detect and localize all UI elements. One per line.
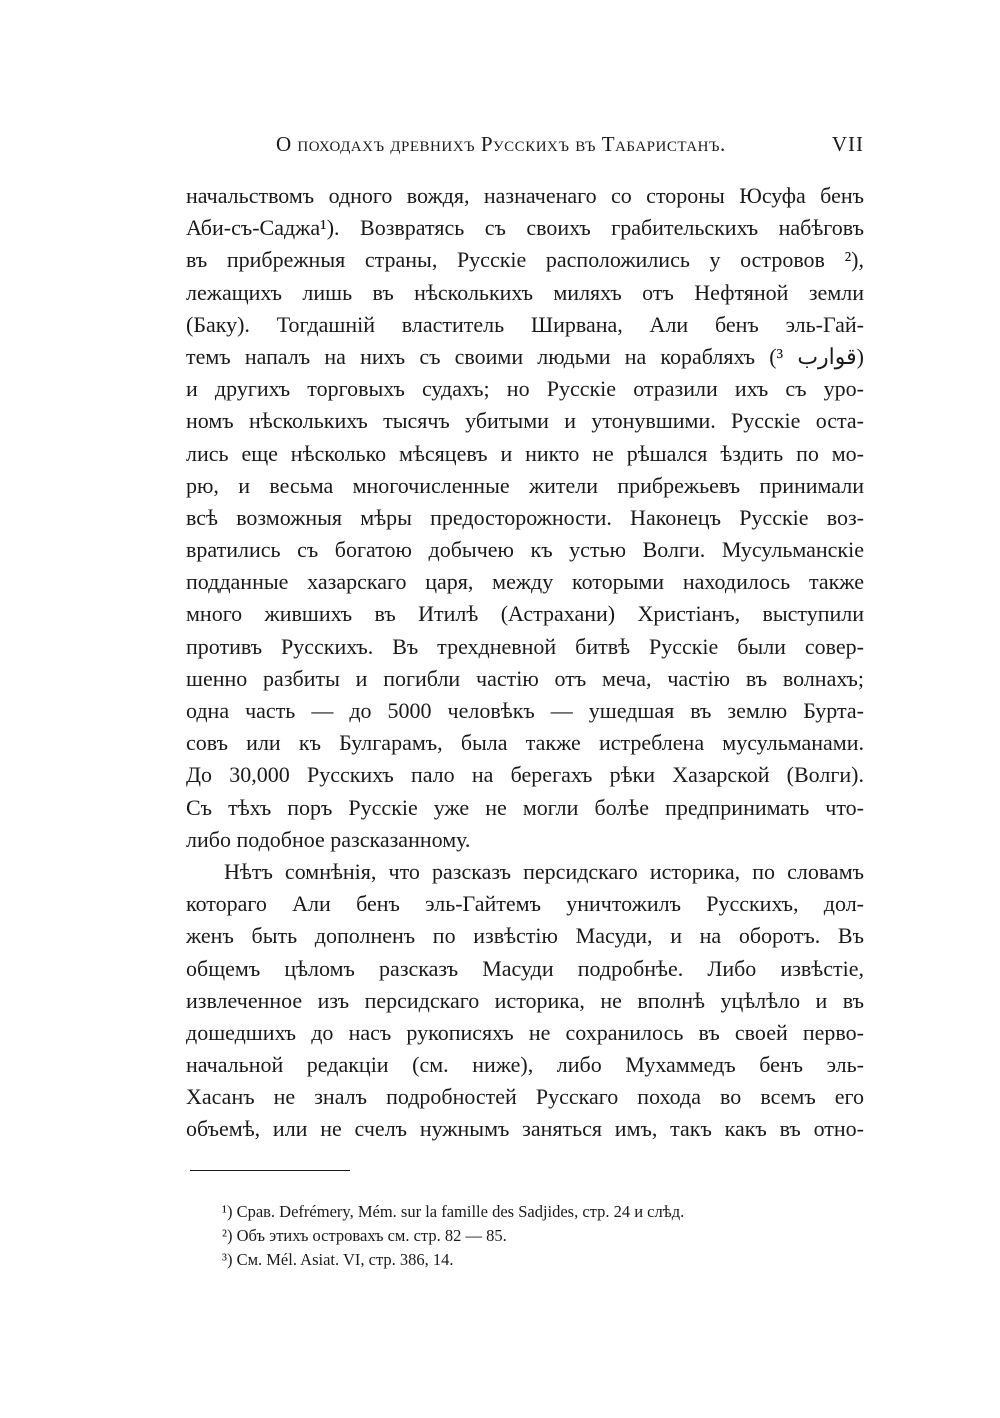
text-line: женъ быть дополненъ по извѣстію Масуди, и на оборотъ. Въ <box>186 923 864 949</box>
text-line: начальной редакціи (см. ниже), либо Мухаммедъ бенъ эль- <box>186 1052 864 1078</box>
text-line: общемъ цѣломъ разсказъ Масуди подробнѣе. Либо извѣстіе, <box>186 955 864 981</box>
text-line: дошедшихъ до насъ рукописяхъ не сохранилось въ своей перво- <box>186 1019 864 1045</box>
text-line: котораго Али бенъ эль-Гайтемъ уничтожилъ Русскихъ, дол- <box>186 891 864 917</box>
text-line: совъ или къ Булгарамъ, была также истреблена мусульманами. <box>186 730 864 756</box>
footnotes <box>222 1200 862 1272</box>
text-line: лись еще нѣсколько мѣсяцевъ и никто не рѣшался ѣздить по мо- <box>186 440 864 466</box>
text-line: Съ тѣхъ поръ Русскіе уже не могли болѣе предпринимать что- <box>186 794 864 820</box>
footnote-rule <box>190 1170 350 1171</box>
text-line: Нѣтъ сомнѣнія, что разсказъ персидскаго историка, по словамъ <box>224 858 864 884</box>
text-line: лежащихъ лишь въ нѣсколькихъ миляхъ отъ Нефтяной земли <box>186 279 864 305</box>
text-line: противъ Русскихъ. Въ трехдневной битвѣ Русскіе были совер- <box>186 633 864 659</box>
text-line: всѣ возможныя мѣры предосторожности. Наконецъ Русскіе воз- <box>186 504 864 530</box>
text-line: подданные хазарскаго царя, между которыми находилось также <box>186 569 864 595</box>
text-line: извлеченное изъ персидскаго историка, не вполнѣ уцѣлѣло и въ <box>186 987 864 1013</box>
text-line: Хасанъ не зналъ подробностей Русскаго похода во всемъ его <box>186 1084 864 1110</box>
text-line: въ прибрежныя страны, Русскіе расположились у островов ²), <box>186 247 864 273</box>
page-number: VII <box>831 132 864 156</box>
text-line: номъ нѣсколькихъ тысячъ убитыми и утонувшими. Русскіе оста- <box>186 408 864 434</box>
text-line: темъ напалъ на нихъ съ своими людьми на корабляхъ (قوارب ³) <box>186 343 864 369</box>
text-line: много жившихъ въ Итилѣ (Астрахани) Христіанъ, выступили <box>186 601 864 627</box>
text-line: Аби-съ-Саджа¹). Возвратясь съ своихъ грабительскихъ набѣговъ <box>186 215 864 241</box>
text-line: шенно разбиты и погибли частію отъ меча, частію въ волнахъ; <box>186 665 864 691</box>
text-line: вратились съ богатою добычею къ устью Волги. Мусульманскіе <box>186 537 864 563</box>
text-line: рю, и весьма многочисленные жители прибрежьевъ принимали <box>186 472 864 498</box>
running-title: О походахъ древнихъ Русскихъ въ Табаристанъ. <box>276 132 726 156</box>
running-header <box>186 128 864 162</box>
footnote: ²) Объ этихъ островахъ см. стр. 82 — 85. <box>222 1226 507 1245</box>
text-line: объемѣ, или не счелъ нужнымъ заняться имъ, такъ какъ въ отно- <box>186 1116 864 1142</box>
footnote: ³) См. Mél. Asiat. VI, стр. 386, 14. <box>222 1250 454 1269</box>
text-line: одна часть — до 5000 человѣкъ — ушедшая въ землю Бурта- <box>186 698 864 723</box>
text-line: До 30,000 Русскихъ пало на берегахъ рѣки Хазарской (Волги). <box>186 762 864 788</box>
text-line: и другихъ торговыхъ судахъ; но Русскіе отразили ихъ съ уро- <box>186 376 864 402</box>
text-line: начальствомъ одного вождя, назначенаго со стороны Юсуфа бенъ <box>186 183 864 208</box>
footnote: ¹) Срав. Defrémery, Mém. sur la famille des Sadjides, стр. 24 и слѣд. <box>222 1202 685 1221</box>
text-line: либо подобное разсказанному. <box>186 826 471 852</box>
body-text <box>186 180 864 1146</box>
text-line: (Баку). Тогдашній властитель Ширвана, Али бенъ эль-Гай- <box>186 311 864 337</box>
